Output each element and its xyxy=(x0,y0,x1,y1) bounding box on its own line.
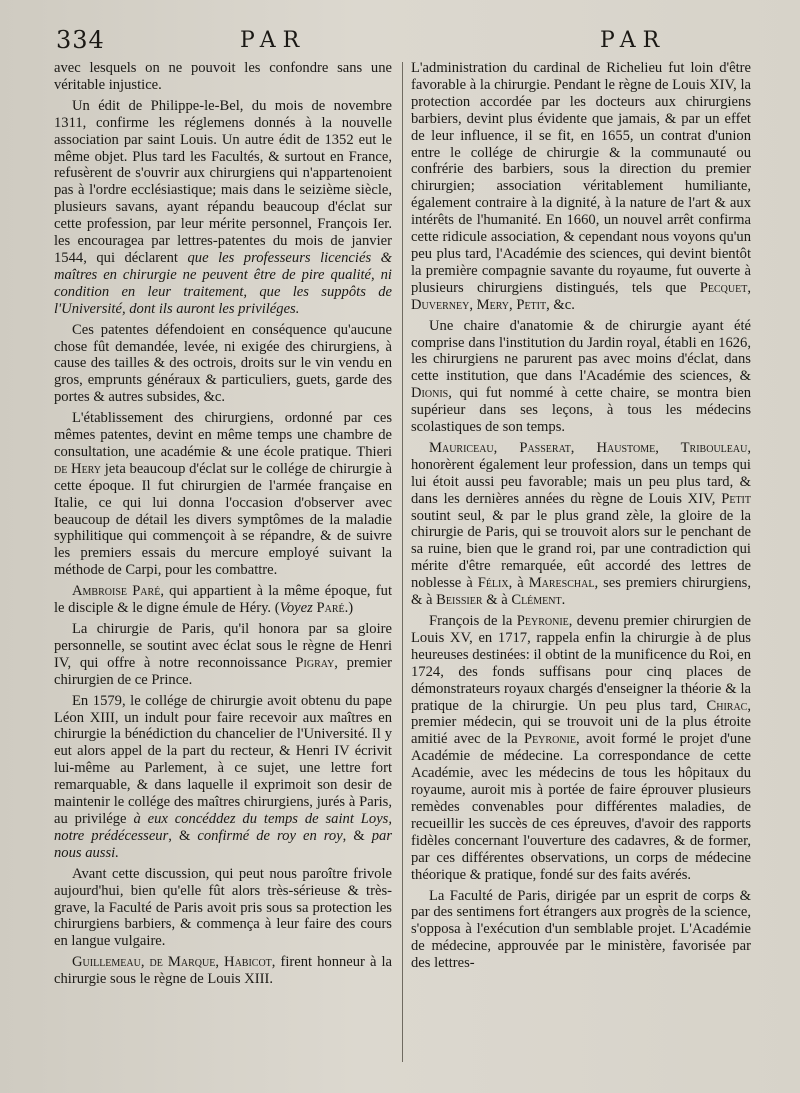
person-name: Mareschal xyxy=(528,575,595,592)
paragraph: L'établissement des chirurgiens, ordonné par ces mêmes patentes, devint en même temps une chambre de consultation, une académie & une école pratique. Thieri de Hery jeta beaucoup d'éclat sur le collége de chirurgie à cette époque. Il fut chirurgien de l'armée française en Italie, ce qui lui donna l'occasion d'observer avec beaucoup de détail les divers symptômes de la maladie syphilitique qui commençoit à se répandre, & de suivre les premiers essais du mercure employé suivant la méthode de Carpi, pour les combattre. xyxy=(54,410,393,579)
right-column xyxy=(411,60,751,976)
paragraph: François de la Peyronie, devenu premier chirurgien de Louis XV, en 1717, rappela enfin la chirurgie à de plus heureuses destinées: il obtint de la munificence du Roi, en 1724, des fonds suffisans pour cinq places de démonstrateurs royaux chargés d'enseigner la théorie & la pratique de la chirurgie. Un peu plus tard, Chirac, premier médecin, qui se trouvoit uni de la plus étroite amitié avec de la Peyronie, avoit formé le projet d'une Académie de médecine. La correspondance de cette Académie, avec les médecins de tous les hôpitaux du royaume, auroit mis à portée de faire éprouver plusieurs remèdes convenables pour différentes maladies, de recueillir les succès de ces épreuves, d'avoir des rapports fidèles concernant l'ouverture des cadavres, & de former, par ces différentes observations, un corps de médecine théorique & pratique, fondé sur des faits avérés. xyxy=(411,613,751,883)
paragraph: L'administration du cardinal de Richelieu fut loin d'être favorable à la chirurgie. Pendant le règne de Louis XIV, la protection accordée par les docteurs aux chirurgiens barbiers, devint plus évidente que jamais, & par un effet de leur influence, il se fit, en 1655, un contrat d'union entre le collége de chirurgie & la communauté ou confrérie des barbiers, sous la direction du premier chirurgien; association véritablement humiliante, également contraire à la dignité, à la nature de l'art & aux intérêts de l'humanité. En 1660, un nouvel arrêt confirma cette ridicule association, & cependant nous voyons qu'un peu plus tard, l'Académie des sciences, qui devint bientôt la première compagnie savante du royaume, fut ouverte à plusieurs chirurgiens distingués, tels que Pecquet, Duverney, Mery, Petit, &c. xyxy=(411,60,751,313)
person-name: Paré xyxy=(316,600,345,617)
paragraph: Mauriceau, Passerat, Haustome, Tribouleau, honorèrent également leur profession, dans un temps qui lui étoit aussi peu favorable; mais un peu plus tard, & dans les dernières années du règne de Louis XIV, Petit soutint seul, & par le plus grand zèle, la gloire de la chirurgie de Paris, qui se trouvoit alors sur le penchant de sa ruine, bien que le grand roi, par une contradiction qui mérite d'être remarquée, eût accordé des lettres de noblesse à Félix, à Mareschal, ses premiers chirurgiens, & à Beissier & à Clément. xyxy=(411,439,751,609)
page-header xyxy=(50,26,770,56)
person-name: Pigray xyxy=(295,654,335,671)
paragraph: La chirurgie de Paris, qu'il honora par sa gloire personnelle, se soutint avec éclat sous le règne de Henri IV, qui offre à notre reconnoissance Pigray, premier chirurgien de ce Prince. xyxy=(54,621,392,688)
left-column xyxy=(54,60,392,992)
paragraph: Ambroise Paré, qui appartient à la même époque, fut le disciple & le digne émule de Héry. (Voyez Paré.) xyxy=(54,583,392,617)
person-name: Félix xyxy=(477,575,509,592)
person-name: Ambroise Paré xyxy=(72,583,161,600)
person-name: Peyronie xyxy=(523,731,576,748)
running-head-left: PAR xyxy=(240,28,307,53)
person-name: Marque xyxy=(167,954,216,971)
person-name: de Hery xyxy=(54,460,102,477)
person-name: Dionis xyxy=(411,385,449,402)
paragraph: Une chaire d'anatomie & de chirurgie ayant été comprise dans l'institution du Jardin royal, établi en 1626, les chirurgiens ne parurent pas avec moins d'éclat, dans cette institution, que dans l'Académie des sciences, & Dionis, qui fut nommé à cette chaire, se montra bien supérieur dans ses leçons, à tous les médecins scolastiques de son temps. xyxy=(411,317,751,436)
person-names: Mauriceau, Passerat, Haustome, Tribouleau xyxy=(429,439,748,456)
running-head-right: PAR xyxy=(600,28,667,53)
person-name: Habicot xyxy=(224,954,272,971)
person-name: Guillemeau xyxy=(72,954,141,971)
person-name: Beissier xyxy=(436,592,483,609)
paragraph: Avant cette discussion, qui peut nous paroître frivole aujourd'hui, bien qu'elle fût alors très-sérieuse & très-grave, la Faculté de Paris avoit pris sous sa protection les chirurgiens barbiers, & commença à leur faire des cours en langue vulgaire. xyxy=(54,865,392,950)
page-number: 334 xyxy=(56,26,105,54)
paragraph: La Faculté de Paris, dirigée par un esprit de corps & par des sentimens fort étrangers aux progrès de la science, s'opposa à l'exécution d'un semblable projet. L'Académie de médecine, approuvée par le ministère, favorisée par des lettres- xyxy=(411,887,751,972)
person-names: Pecquet, Duverney, Mery, Petit xyxy=(411,279,751,313)
person-name: Petit xyxy=(721,490,751,507)
column-divider xyxy=(402,62,403,1062)
paragraph: En 1579, le collége de chirurgie avoit obtenu du pape Léon XIII, un indult pour faire recevoir aux maîtres en chirurgie la bénédiction du chancelier de l'Université. Il y eut alors appel de la part du recteur, & Henri IV écrivit lui-même au Parlement, à ce sujet, une lettre fort remarquable, & dans laquelle il exprimoit son desir de maintenir le collége des maîtres chirurgiens, jurés à Paris, au privilége à eux concéddez du temps de saint Loys, notre prédécesseur, & confirmé de roy en roy, & par nous aussi. xyxy=(54,692,393,861)
person-name: Peyronie xyxy=(516,613,569,629)
paragraph: Un édit de Philippe-le-Bel, du mois de novembre 1311, confirme les réglemens donnés à la nouvelle association par saint Louis. Un autre édit de 1352 eut le même objet. Plus tard les Facultés, & surtout en France, refusèrent de s'ouvrir aux chirurgiens qui n'appartenoient pas à l'ordre ecclésiastique; mais dans le seizième siècle, plusieurs savans, ayant répandu beaucoup d'éclat sur cette profession, par leur mérite personnel, François Ier. les encouragea par lettres-patentes du mois de janvier 1544, qui déclarent que les professeurs licenciés & maîtres en chirurgie ne peuvent être de pire qualité, ni condition en leur traitement, que les suppôts de l'Université, dont ils auront les priviléges. xyxy=(54,97,392,317)
paragraph: avec lesquels on ne pouvoit les confondre sans une véritable injustice. xyxy=(54,60,392,93)
paragraph: Guillemeau, de Marque, Habicot, firent honneur à la chirurgie sous le règne de Louis XIII. xyxy=(54,954,392,988)
person-name: Chirac xyxy=(706,697,748,714)
paragraph: Ces patentes défendoient en conséquence qu'aucune chose fût demandée, levée, ni exigée des chirurgiens, à cause des tailles & des octrois, droits sur le vin vendu en gros, emprunts généraux & particuliers, guets, garde des portes & autres subsides, &c. xyxy=(54,321,392,406)
person-name: Clément xyxy=(511,592,562,609)
